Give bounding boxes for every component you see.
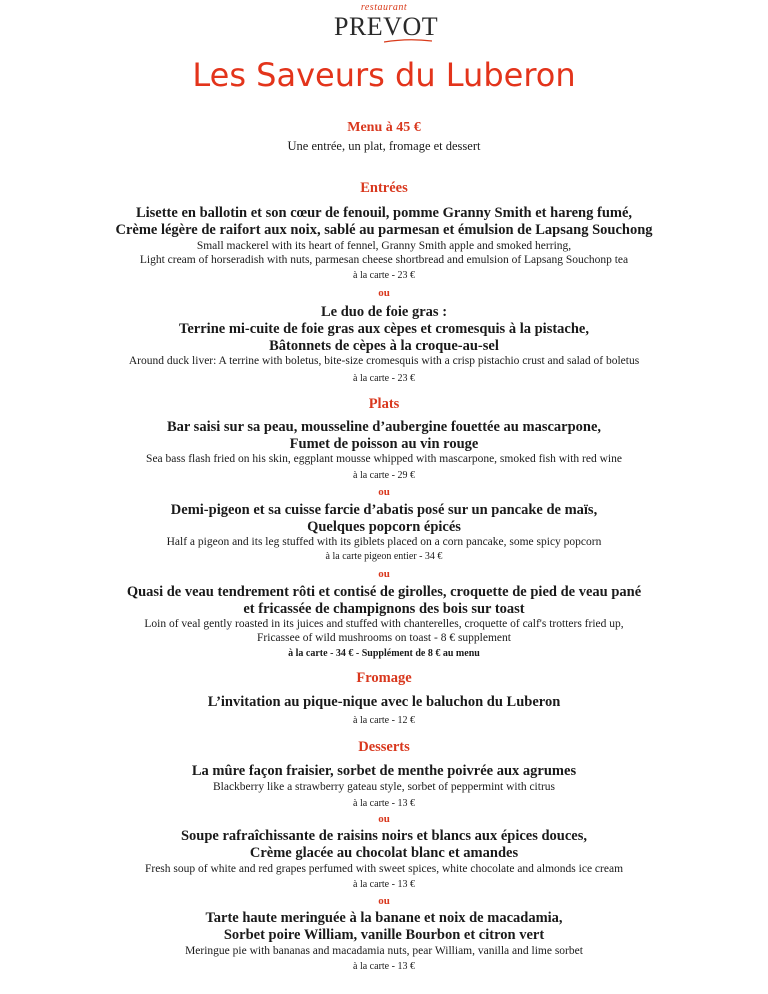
dish-price: à la carte pigeon entier - 34 € xyxy=(325,551,443,562)
dish-title: Lisette en ballotin et son cœur de fenouil, pomme Granny Smith et hareng fumé, xyxy=(135,205,633,221)
logo-name: PREVOT xyxy=(334,12,439,41)
section-heading-entrees: Entrées xyxy=(360,180,408,196)
dish-price: à la carte - 13 € xyxy=(353,961,415,972)
dish-price: à la carte - 12 € xyxy=(353,715,415,726)
dish-title: Fumet de poisson au vin rouge xyxy=(289,436,479,452)
separator-ou: ou xyxy=(378,813,390,825)
dish-english: Sea bass flash fried on his skin, eggplant mousse whipped with mascarpone, smoked fish with red wine xyxy=(146,453,622,465)
dish-title: Quelques popcorn épicés xyxy=(307,519,461,535)
dish-english: Meringue pie with bananas and macadamia nuts, pear William, vanilla and lime sorbet xyxy=(185,945,583,957)
dish-english: Half a pigeon and its leg stuffed with its giblets placed on a corn pancake, some spicy popcorn xyxy=(166,536,602,548)
dish-price: à la carte - 23 € xyxy=(353,373,415,384)
dish-price: à la carte - 34 € - Supplément de 8 € au menu xyxy=(288,648,480,659)
dish-title: et fricassée de champignons des bois sur toast xyxy=(243,601,525,617)
dish-title: Demi-pigeon et sa cuisse farcie d’abatis posé sur un pancake de maïs, xyxy=(170,502,598,518)
dish-title: Bar saisi sur sa peau, mousseline d’aubergine fouettée au mascarpone, xyxy=(166,419,602,435)
dish-title: Crème légère de raifort aux noix, sablé au parmesan et émulsion de Lapsang Souchong xyxy=(115,222,653,238)
dish-english: Light cream of horseradish with nuts, parmesan cheese shortbread and emulsion of Lapsang Souchonp tea xyxy=(139,254,629,266)
dish-english: Blackberry like a strawberry gateau style, sorbet of peppermint with citrus xyxy=(212,781,555,793)
separator-ou: ou xyxy=(378,895,390,907)
page-title: Les Saveurs du Luberon xyxy=(192,56,576,94)
dish-english: Loin of veal gently roasted in its juices and stuffed with chanterelles, croquette of calf's trotters fried up, xyxy=(144,618,624,630)
section-heading-desserts: Desserts xyxy=(358,739,410,755)
logo-swoosh-icon xyxy=(384,38,432,44)
dish-price: à la carte - 29 € xyxy=(353,470,415,481)
dish-english: Fricassee of wild mushrooms on toast - 8 € supplement xyxy=(257,632,511,644)
separator-ou: ou xyxy=(378,486,390,498)
separator-ou: ou xyxy=(378,568,390,580)
dish-price: à la carte - 13 € xyxy=(353,879,415,890)
section-heading-fromage: Fromage xyxy=(356,670,412,686)
dish-price: à la carte - 23 € xyxy=(353,270,415,281)
dish-title: Soupe rafraîchissante de raisins noirs et blancs aux épices douces, xyxy=(180,828,587,844)
dish-title: Crème glacée au chocolat blanc et amandes xyxy=(249,845,519,861)
dish-title: La mûre façon fraisier, sorbet de menthe poivrée aux agrumes xyxy=(191,763,577,779)
dish-title: Tarte haute meringuée à la banane et noix de macadamia, xyxy=(205,910,563,926)
dish-title: Quasi de veau tendrement rôti et contisé de girolles, croquette de pied de veau pané xyxy=(126,584,642,600)
restaurant-logo xyxy=(334,2,439,48)
section-heading-plats: Plats xyxy=(368,396,400,412)
dish-english: Small mackerel with its heart of fennel, Granny Smith apple and smoked herring, xyxy=(196,240,572,252)
dish-title: Sorbet poire William, vanille Bourbon et citron vert xyxy=(223,927,545,943)
dish-english: Around duck liver: A terrine with boletus, bite-size cromesquis with a crisp pistachio crust and salad of boletus xyxy=(128,355,640,367)
logo-restaurant-word: restaurant xyxy=(360,2,408,13)
dish-title: Terrine mi-cuite de foie gras aux cèpes et cromesquis à la pistache, xyxy=(179,321,589,337)
dish-title: Bâtonnets de cèpes à la croque-au-sel xyxy=(269,338,499,354)
dish-price: à la carte - 13 € xyxy=(353,798,415,809)
menu-description: Une entrée, un plat, fromage et dessert xyxy=(287,139,481,153)
dish-title: Le duo de foie gras : xyxy=(320,304,448,320)
dish-english: Fresh soup of white and red grapes perfumed with sweet spices, white chocolate and almonds ice cream xyxy=(144,863,624,875)
separator-ou: ou xyxy=(378,287,390,299)
dish-title: L’invitation au pique-nique avec le baluchon du Luberon xyxy=(207,694,561,710)
menu-price: Menu à 45 € xyxy=(347,120,421,135)
